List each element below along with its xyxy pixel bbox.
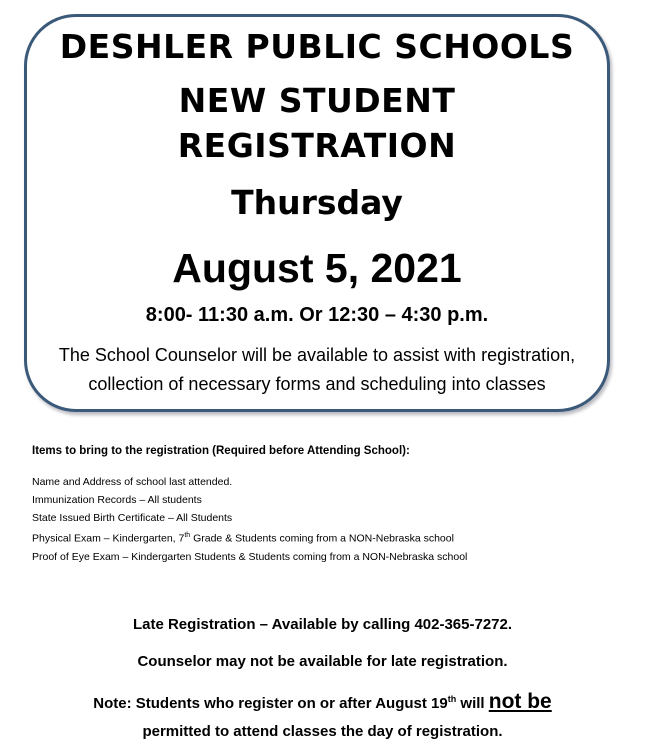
registration-title-line-2: REGISTRATION: [177, 126, 457, 165]
list-item: State Issued Birth Certificate – All Students: [32, 511, 233, 524]
items-list: [32, 474, 467, 566]
note-line-1: [0, 690, 645, 714]
registration-times: 8:00- 11:30 a.m. Or 12:30 – 4:30 p.m.: [145, 304, 489, 326]
registration-day: Thursday: [231, 183, 403, 222]
registration-banner: [24, 14, 610, 412]
list-item-text: Physical Exam – Kindergarten, 7: [32, 532, 185, 545]
note-text: Note: Students who register on or after August 19: [93, 695, 448, 712]
registration-title-line-1: NEW STUDENT: [178, 81, 456, 120]
school-name: DESHLER PUBLIC SCHOOLS: [59, 27, 575, 66]
ordinal-suffix: th: [447, 694, 457, 704]
counselor-info-line-1: The School Counselor will be available to assist with registration,: [58, 345, 576, 365]
note-line-2: permitted to attend classes the day of registration.: [142, 723, 503, 740]
late-registration-counselor-line: Counselor may not be available for late registration.: [137, 653, 508, 670]
items-heading: Items to bring to the registration (Required before Attending School):: [32, 445, 410, 457]
list-item-text: Grade & Students coming from a NON-Nebraska school: [190, 532, 454, 545]
late-registration-line: Late Registration – Available by calling 402-365-7272.: [132, 616, 513, 633]
note-emphasis: not be: [488, 690, 552, 713]
list-item: [32, 527, 467, 548]
note-text: will: [456, 695, 489, 712]
list-item: Proof of Eye Exam – Kindergarten Students & Students coming from a NON-Nebraska school: [32, 550, 468, 563]
list-item: Immunization Records – All students: [32, 493, 202, 506]
ordinal-suffix: th: [184, 532, 191, 540]
counselor-info-line-2: collection of necessary forms and scheduling into classes: [88, 374, 546, 394]
list-item: Name and Address of school last attended.: [32, 476, 233, 488]
registration-date: August 5, 2021: [172, 245, 462, 291]
